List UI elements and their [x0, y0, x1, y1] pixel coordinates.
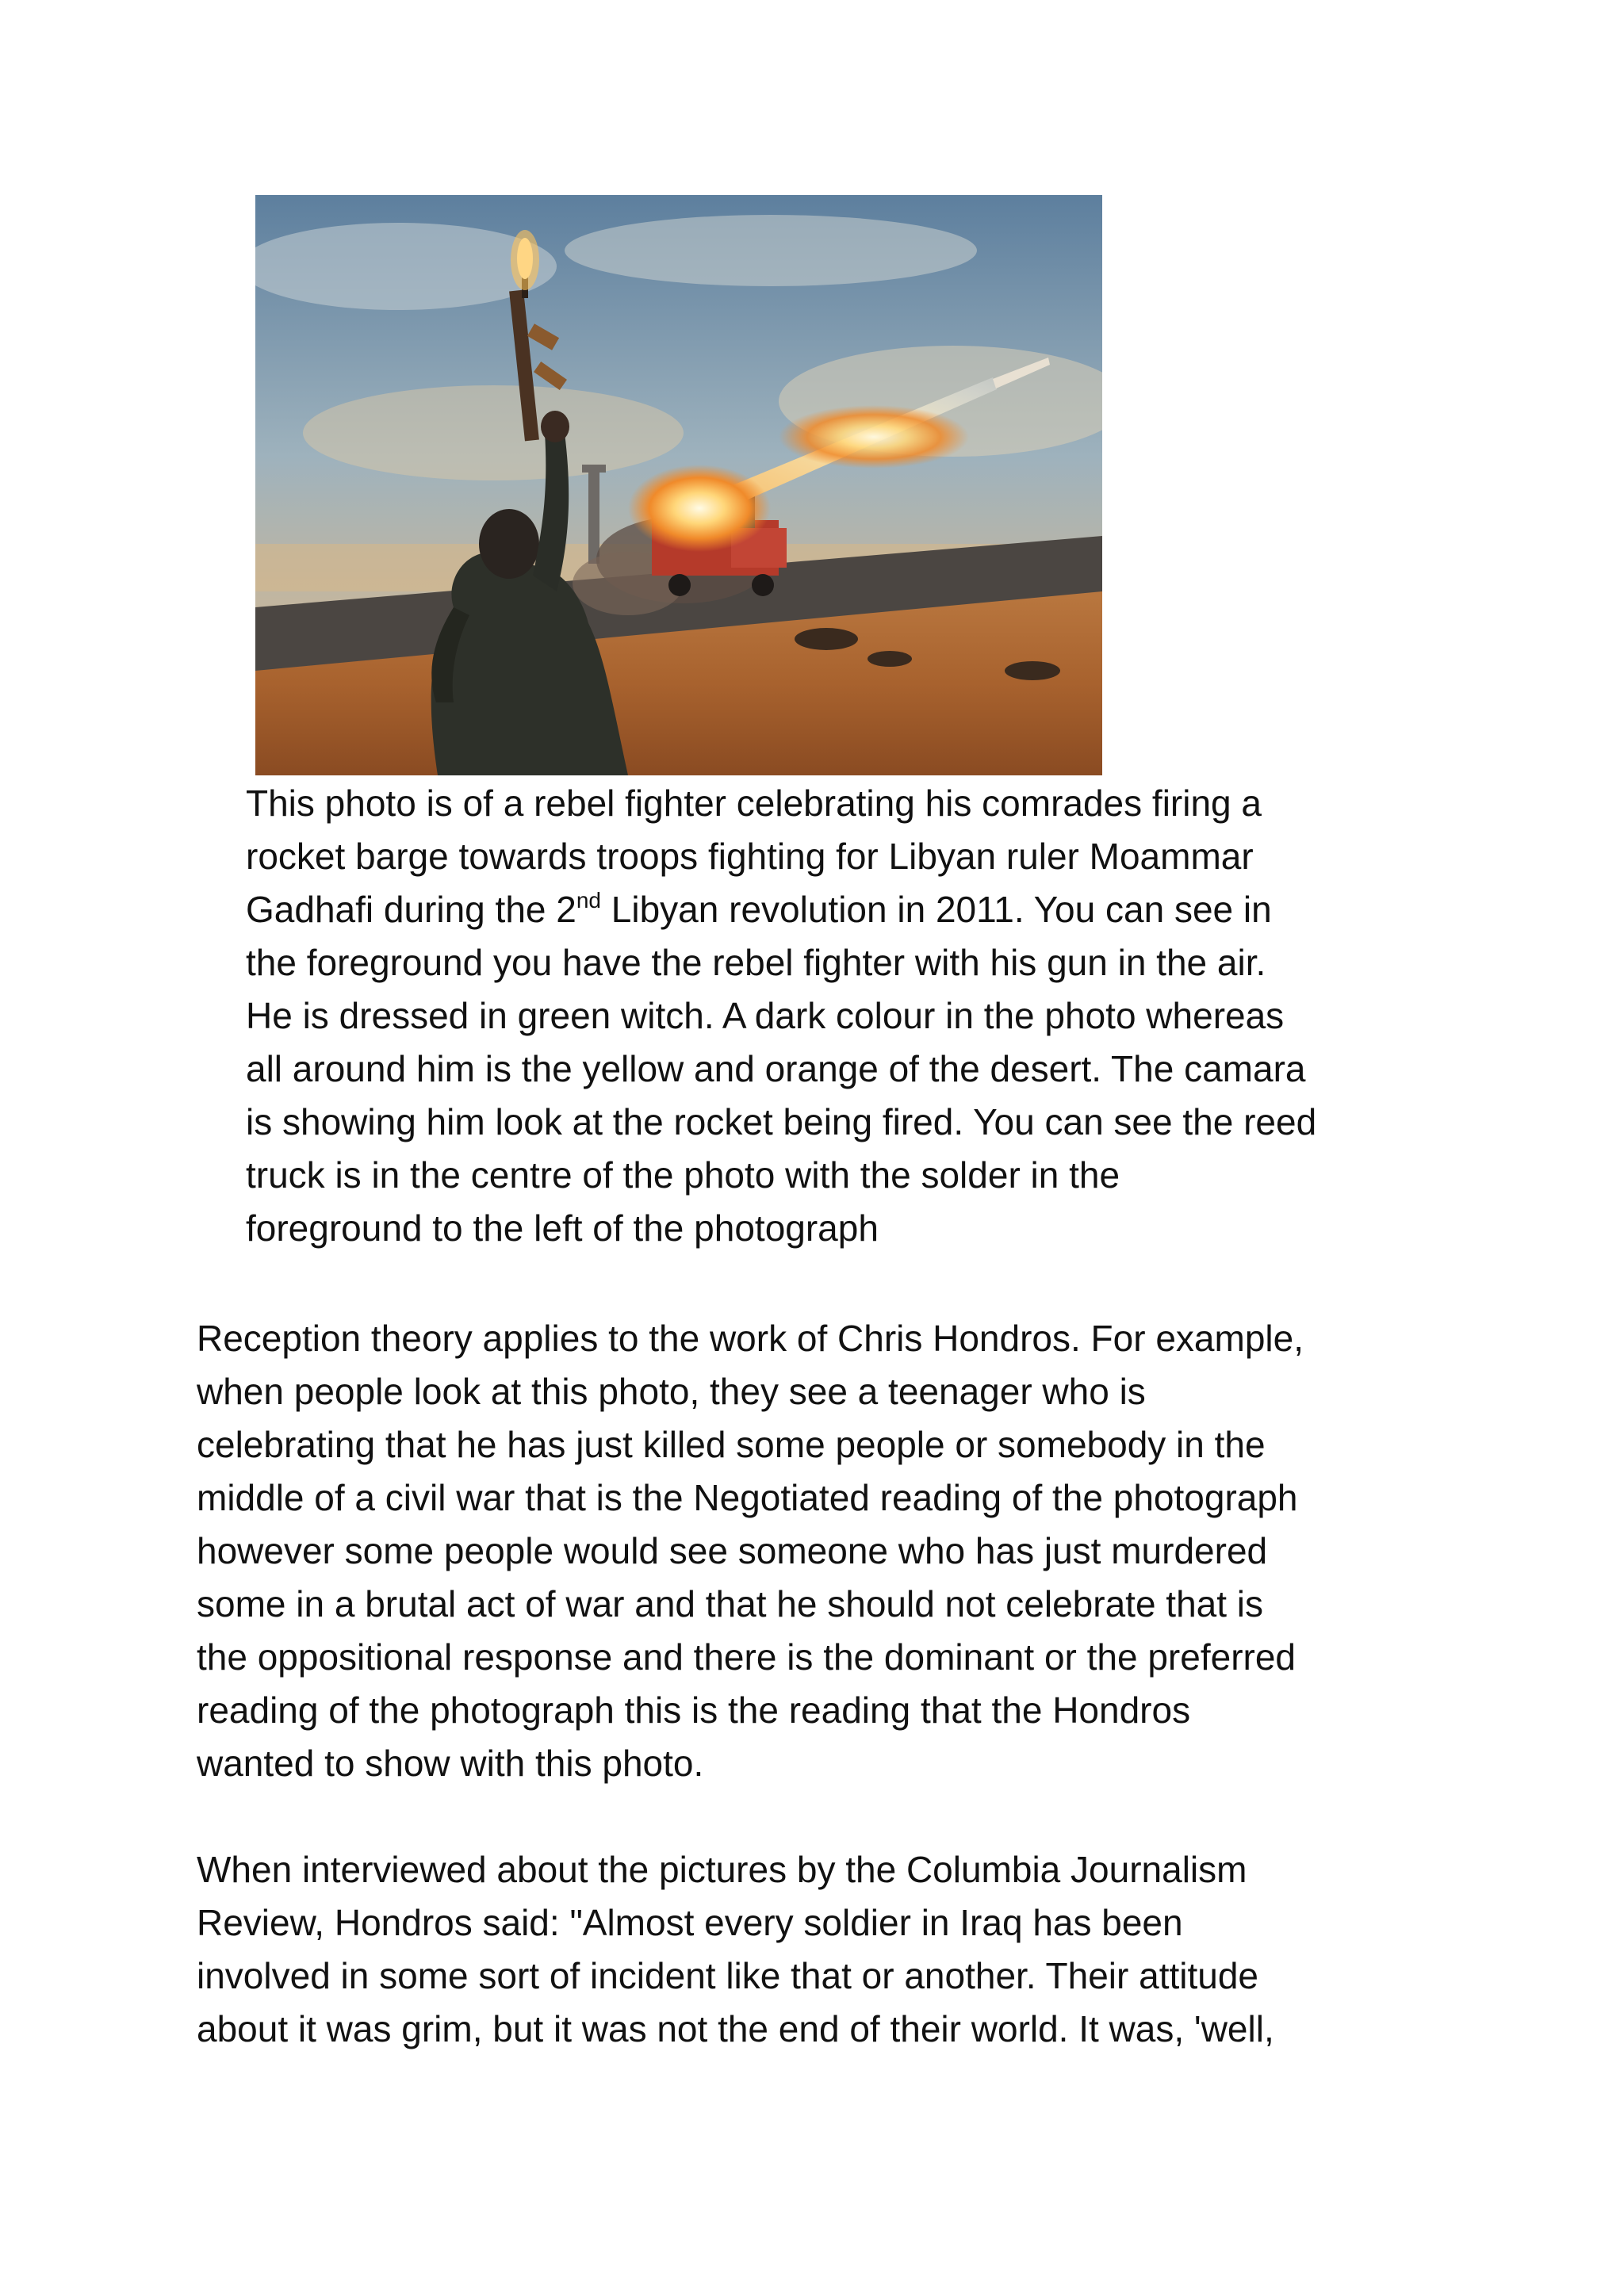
caption-line: rocket barge towards troops fighting for Libyan ruler Moammar [246, 836, 1254, 877]
paragraph-line: celebrating that he has just killed some people or somebody in the [197, 1424, 1266, 1465]
paragraph-line: involved in some sort of incident like that or another. Their attitude [197, 1955, 1259, 1996]
paragraph-line: wanted to show with this photo. [197, 1743, 704, 1784]
paragraph-line: Review, Hondros said: "Almost every soldier in Iraq has been [197, 1902, 1183, 1943]
caption-text: Libyan revolution in 2011. You can see in [601, 889, 1272, 930]
photo-caption [246, 777, 1483, 1255]
paragraph-line: reading of the photograph this is the reading that the Hondros [197, 1689, 1191, 1731]
paragraph-line: When interviewed about the pictures by the Columbia Journalism [197, 1849, 1247, 1890]
paragraph-line: when people look at this photo, they see a teenager who is [197, 1371, 1146, 1412]
reception-theory-paragraph [197, 1312, 1497, 1790]
caption-line: This photo is of a rebel fighter celebrating his comrades firing a [246, 783, 1262, 824]
caption-line: He is dressed in green witch. A dark colour in the photo whereas [246, 995, 1285, 1036]
paragraph-line: Reception theory applies to the work of Chris Hondros. For example, [197, 1318, 1304, 1359]
photo-illustration [255, 195, 1102, 775]
caption-line-with-superscript [246, 883, 1483, 936]
interview-paragraph [197, 1843, 1497, 2056]
superscript-nd: nd [576, 888, 602, 913]
caption-text: Gadhafi during the 2 [246, 889, 576, 930]
caption-line: is showing him look at the rocket being fired. You can see the reed [246, 1101, 1317, 1142]
caption-line: truck is in the centre of the photo with the solder in the [246, 1154, 1120, 1196]
rebel-fighter-photo [255, 195, 1102, 775]
paragraph-line: middle of a civil war that is the Negotiated reading of the photograph [197, 1477, 1298, 1518]
caption-line: the foreground you have the rebel fighter with his gun in the air. [246, 942, 1266, 983]
caption-line: foreground to the left of the photograph [246, 1207, 879, 1249]
caption-line: all around him is the yellow and orange of the desert. The camara [246, 1048, 1306, 1089]
paragraph-line: the oppositional response and there is the dominant or the preferred [197, 1636, 1296, 1678]
paragraph-line: however some people would see someone who has just murdered [197, 1530, 1268, 1571]
paragraph-line: about it was grim, but it was not the end of their world. It was, 'well, [197, 2008, 1274, 2049]
paragraph-line: some in a brutal act of war and that he should not celebrate that is [197, 1583, 1264, 1624]
